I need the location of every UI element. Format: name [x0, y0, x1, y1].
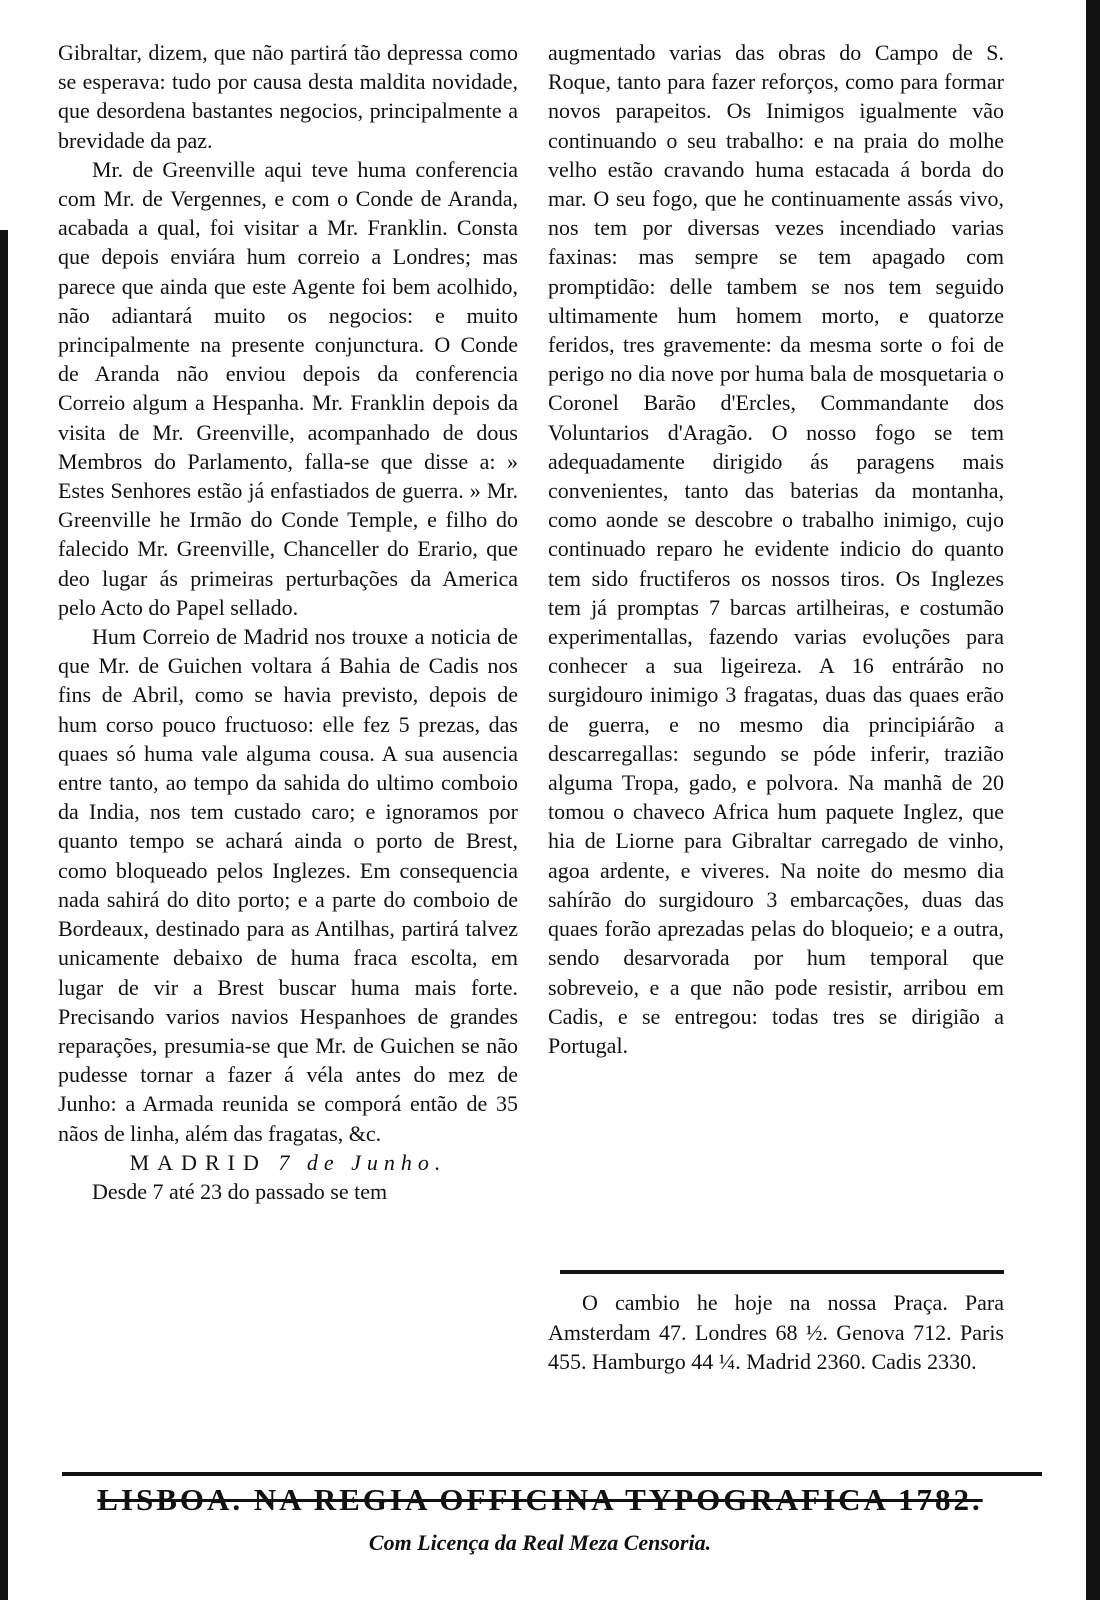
scan-edge-right — [1086, 0, 1100, 1600]
left-column — [58, 38, 518, 1206]
dateline-city: MADRID — [129, 1149, 267, 1175]
dateline-date: 7 de Junho. — [278, 1149, 447, 1175]
scan-edge-left — [0, 230, 8, 1600]
imprint: LISBOA. NA REGIA OFFICINA TYPOGRAFICA 1782. — [97, 1482, 983, 1517]
exchange-rates-text: O cambio he hoje na nossa Praça. Para Amsterdam 47. Londres 68 ½. Genova 712. Paris 455. Hamburgo 44 ¼. Madrid 2360. Cadis 2330. — [548, 1290, 1004, 1374]
exchange-rates — [548, 1288, 1004, 1377]
right-column — [548, 38, 1004, 1060]
paragraph: Gibraltar, dizem, que não partirá tão depressa como se esperava: tudo por causa desta maldita novidade, que desordena bastantes negocios, principalmente a brevidade da paz. — [58, 40, 518, 153]
exchange-divider — [560, 1270, 1004, 1274]
dateline — [58, 1148, 518, 1177]
paragraph: Desde 7 até 23 do passado se tem — [92, 1178, 388, 1204]
footer-divider — [62, 1472, 1042, 1476]
license-line: Com Licença da Real Meza Censoria. — [368, 1530, 712, 1555]
paragraph: augmentado varias das obras do Campo de S. Roque, tanto para fazer reforços, como para formar novos parapeitos. Os Inimigos igualmente vão continuando o seu trabalho: e na praia do molhe velho estão cravando huma estacada á borda do mar. O seu fogo, que he continuamente assás vivo, nos tem por diversas vezes incendiado varias faxinas: mas sempre se tem apagado com promptidão: delle tambem se nos tem seguido ultimamente hum homem morto, e quatorze feridos, tres gravemente: da mesma sorte o foi de perigo no dia nove por huma bala de mosquetaria o Coronel Barão d'Ercles, Commandante dos Voluntarios d'Aragão. O nosso fogo se tem adequadamente dirigido ás paragens mais convenientes, tanto das baterias da montanha, como aonde se descobre o trabalho inimigo, cujo continuado reparo he evidente indicio do quanto tem sido fructiferos os nossos tiros. Os Inglezes tem já promptas 7 barcas artilheiras, e costumão experimentallas, fazendo varias evoluções para conhecer a sua ligeireza. A 16 entrárão no surgidouro inimigo 3 fragatas, duas das quaes erão de guerra, e no mesmo dia principiárão a descarregallas: segundo se póde inferir, trazião alguma Tropa, gado, e polvora. Na manhã de 20 tomou o chaveco Africa hum paquete Inglez, que hia de Liorne para Gibraltar carregado de vinho, agoa ardente, e viveres. Na noite do mesmo dia sahírão do surgidouro 3 embarcações, duas das quaes forão aprezadas pelas do bloqueio; e a outra, sendo desarvorada por hum temporal que sobreveio, e a que não pode resistir, arribou em Cadis, e se entregou: todas tres se dirigião a Portugal. — [548, 40, 1004, 1058]
paragraph: Hum Correio de Madrid nos trouxe a noticia de que Mr. de Guichen voltara á Bahia de Cadis nos fins de Abril, como se havia previsto, depois de hum corso pouco fructuoso: elle fez 5 prezas, das quaes só huma vale alguma cousa. A sua ausencia entre tanto, ao tempo da sahida do ultimo comboio da India, nos tem custado caro; e ignoramos por quanto tempo se achará ainda o porto de Brest, como bloqueado pelos Inglezes. Em consequencia nada sahirá do dito porto; e a parte do comboio de Bordeaux, destinado para as Antilhas, partirá talvez unicamente debaixo de huma fraca escolta, em lugar de vir a Brest buscar huma mais forte. Precisando varios navios Hespanhoes de grandes reparações, presumia-se que Mr. de Guichen se não pudesse tornar a fazer á véla antes do mez de Junho: a Armada reunida se comporá então de 35 nãos de linha, além das fragatas, &c. — [58, 624, 518, 1146]
paragraph: Mr. de Greenville aqui teve huma conferencia com Mr. de Vergennes, e com o Conde de Aranda, acabada a qual, foi visitar a Mr. Franklin. Consta que depois enviára hum correio a Londres; mas parece que ainda que este Agente foi bem acolhido, não adiantará muito os negocios: e muito principalmente na presente conjunctura. O Conde de Aranda não enviou depois da conferencia Correio algum a Hespanha. Mr. Franklin depois da visita de Mr. Greenville, acompanhado de dous Membros do Parlamento, falla-se que disse a: » Estes Senhores estão já enfastiados de guerra. » Mr. Greenville he Irmão do Conde Temple, e filho do falecido Mr. Greenville, Chanceller do Erario, que deo lugar ás primeiras perturbações da America pelo Acto do Papel sellado. — [58, 156, 518, 620]
